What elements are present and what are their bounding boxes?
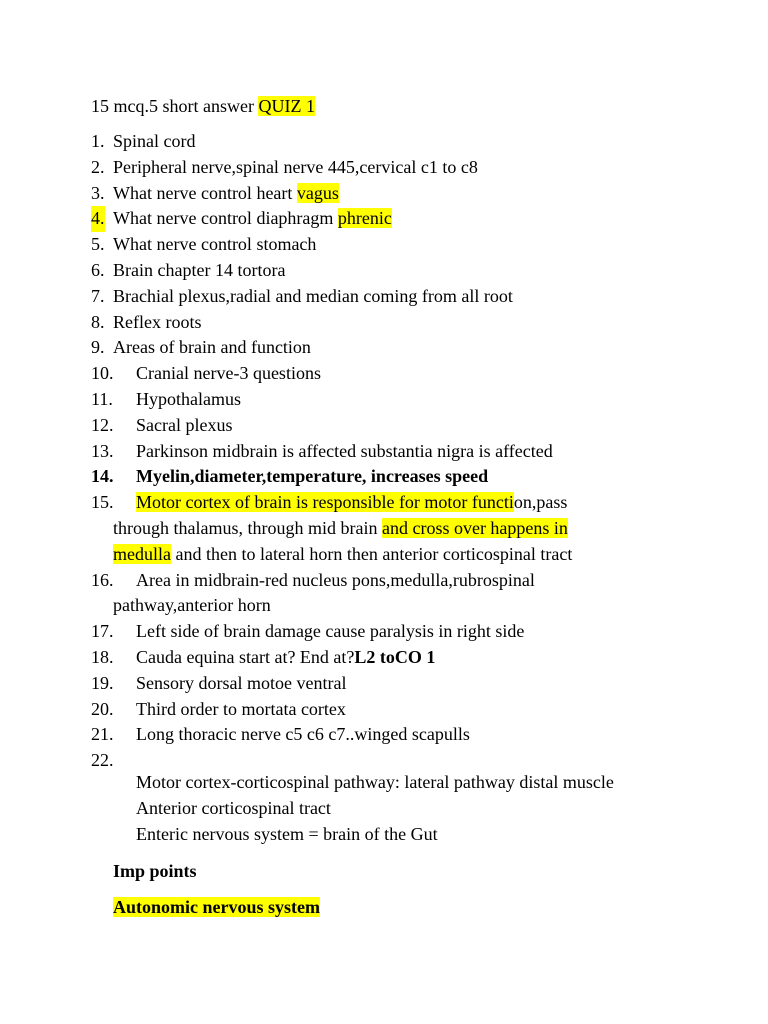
item-text: What nerve control diaphragm <box>113 208 338 229</box>
item-text: Spinal cord <box>113 131 196 151</box>
item-number: 16. <box>91 569 114 590</box>
item-number: 1. <box>91 131 105 151</box>
item-number: 11. <box>91 388 113 409</box>
item-text: Sensory dorsal motoe ventral <box>136 672 347 693</box>
text-highlight: Motor cortex of brain is responsible for motor functi <box>136 492 514 513</box>
list-item <box>0 671 768 697</box>
item-number: 2. <box>91 156 105 177</box>
answer-highlight: vagus <box>296 182 339 203</box>
item-text: Areas of brain and function <box>113 337 311 358</box>
item-line: Area in midbrain-red nucleus pons,medulla,rubrospinal <box>136 569 535 590</box>
list-item <box>0 568 768 620</box>
list-item <box>0 361 768 387</box>
list-item <box>0 697 768 723</box>
item-number: 3. <box>91 182 105 203</box>
item-number: 6. <box>91 259 105 280</box>
item-number: 19. <box>91 672 114 693</box>
autonomic-heading <box>113 895 320 919</box>
item-number: 15. <box>91 492 114 513</box>
item-text-bold: Myelin,diameter,temperature, increases speed <box>136 466 489 487</box>
item-number: 20. <box>91 698 114 719</box>
item-text: Peripheral nerve,spinal nerve 445,cervical c1 to c8 <box>113 156 478 177</box>
list-item <box>0 232 768 258</box>
item-text: Left side of brain damage cause paralysis in right side <box>136 621 525 642</box>
list-item <box>0 490 768 567</box>
list-item <box>0 439 768 465</box>
item-number: 12. <box>91 414 114 435</box>
quiz-title-highlight: QUIZ 1 <box>258 96 315 116</box>
item-number: 10. <box>91 363 114 384</box>
item-text: Hypothalamus <box>136 388 241 409</box>
item-number: 9. <box>91 337 105 358</box>
note-line: Anterior corticospinal tract <box>136 797 331 818</box>
note-line: Enteric nervous system = brain of the Gut <box>136 823 438 844</box>
question-list <box>0 129 768 771</box>
item-text: Brain chapter 14 tortora <box>113 259 286 280</box>
item-text: Reflex roots <box>113 311 202 332</box>
imp-points-heading: Imp points <box>113 861 197 881</box>
item-text: Sacral plexus <box>136 414 233 435</box>
extra-notes <box>136 770 614 847</box>
list-item <box>0 464 768 490</box>
autonomic-highlight: Autonomic nervous system <box>113 897 320 917</box>
item-multiline-text <box>113 490 768 567</box>
text-segment: and then to lateral horn then anterior corticospinal tract <box>170 543 573 564</box>
item-number: 21. <box>91 724 114 745</box>
list-item <box>0 181 768 207</box>
item-number: 22. <box>91 750 114 771</box>
answer-bold: L2 toCO 1 <box>354 646 436 667</box>
text-highlight: and cross over happens in <box>381 517 568 538</box>
list-item <box>0 413 768 439</box>
text-segment: through thalamus, through mid brain <box>113 517 382 538</box>
item-line <box>113 490 768 516</box>
note-line: Motor cortex-corticospinal pathway: lateral pathway distal muscle <box>136 772 614 792</box>
list-item <box>0 258 768 284</box>
item-number-highlighted: 4. <box>91 206 105 232</box>
item-text: Third order to mortata cortex <box>136 698 346 719</box>
list-item <box>0 129 768 155</box>
item-number: 8. <box>91 311 105 332</box>
list-item <box>0 310 768 336</box>
item-line: pathway,anterior horn <box>113 595 271 616</box>
item-number: 14. <box>91 466 114 487</box>
item-line <box>113 516 768 542</box>
item-text: Cranial nerve-3 questions <box>136 363 321 384</box>
item-multiline-text <box>113 568 768 620</box>
list-item <box>0 619 768 645</box>
list-item <box>0 335 768 361</box>
answer-highlight: phrenic <box>337 208 392 229</box>
item-text: What nerve control stomach <box>113 234 317 255</box>
text-segment: on,pass <box>513 492 568 513</box>
item-text: Long thoracic nerve c5 c6 c7..winged scapulls <box>136 724 470 745</box>
list-item <box>0 722 768 748</box>
list-item <box>0 284 768 310</box>
list-item <box>0 155 768 181</box>
item-text: Parkinson midbrain is affected substantia nigra is affected <box>136 440 553 461</box>
item-number: 18. <box>91 646 114 667</box>
quiz-header <box>91 94 315 118</box>
item-text: Brachial plexus,radial and median coming from all root <box>113 285 513 306</box>
list-item <box>0 206 768 232</box>
header-text: 15 mcq.5 short answer <box>91 96 259 116</box>
item-number: 7. <box>91 285 105 306</box>
item-text: Cauda equina start at? End at? <box>136 646 355 667</box>
text-highlight: medulla <box>113 543 171 564</box>
item-text: What nerve control heart <box>113 182 297 203</box>
list-item <box>0 645 768 671</box>
item-line <box>113 542 768 568</box>
item-number: 17. <box>91 621 114 642</box>
item-number: 5. <box>91 234 105 255</box>
item-number: 13. <box>91 440 114 461</box>
list-item <box>0 387 768 413</box>
